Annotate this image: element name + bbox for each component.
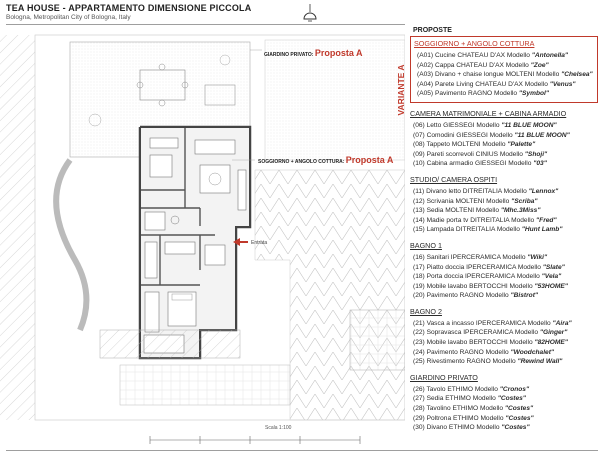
section-bagno-2 — [410, 307, 598, 367]
section-camera — [410, 109, 598, 169]
entrance-label: Entrata — [251, 240, 268, 246]
list-item: (11) Divano letto DITREITALIA Modello "Lennox" — [413, 187, 559, 195]
variant-label: VARIANTE A — [396, 64, 406, 116]
tag-giardino: GIARDINO PRIVATO: Proposta A — [264, 48, 363, 58]
variant-box — [410, 36, 598, 103]
tag-soggiorno-proposal: Proposta A — [345, 155, 394, 165]
page-title: TEA HOUSE - APPARTAMENTO DIMENSIONE PICCOLA — [6, 3, 252, 13]
list-item: (13) Sedia MOLTENI Modello "Mhc.3Miss" — [413, 207, 541, 215]
list-item: (27) Sedia ETHIMO Modello "Costes" — [413, 395, 526, 403]
list-item: (A03) Divano + chaise longue MOLTENI Modello "Chelsea" — [417, 71, 593, 79]
list-item: (23) Mobile lavabo BERTOCCHI Modello "82HOME" — [413, 339, 568, 347]
scale-label: Scala 1:100 — [265, 425, 292, 431]
proposals-title: PROPOSTE — [413, 27, 452, 34]
list-item: (A05) Pavimento RAGNO Modello "Symbol" — [417, 90, 549, 98]
list-item: (26) Tavolo ETHIMO Modello "Cronos" — [413, 385, 530, 393]
section-title: GIARDINO PRIVATO — [410, 372, 478, 382]
section-title: BAGNO 2 — [410, 306, 442, 316]
list-item: (18) Porta doccia IPERCERAMICA Modello "Vela" — [413, 273, 562, 281]
list-item: (30) Divano ETHIMO Modello "Costes" — [413, 424, 530, 432]
header-rule — [6, 24, 405, 25]
list-item: (10) Cabina armadio GIESSEGI Modello "03" — [413, 160, 547, 168]
list-item: (06) Letto GIESSEGI Modello "11 BLUE MOON" — [413, 121, 557, 129]
list-item: (17) Piatto doccia IPERCERAMICA Modello "Slate" — [413, 263, 565, 271]
list-item: (14) Madie porta tv DITREITALIA Modello "Fred" — [413, 216, 557, 224]
list-item: (24) Pavimento RAGNO Modello "Woodchalet" — [413, 348, 555, 356]
page-subtitle: Bologna, Metropolitan City of Bologna, Italy — [6, 14, 131, 21]
list-item: (08) Tappeto MOLTENI Modello "Palette" — [413, 141, 536, 149]
section-title: CAMERA MATRIMONIALE + CABINA ARMADIO — [410, 108, 567, 118]
section-studio — [410, 175, 598, 235]
list-item: (29) Poltrona ETHIMO Modello "Costes" — [413, 414, 534, 422]
list-item: (09) Pareti scorrevoli CINIUS Modello "Shoji" — [413, 150, 548, 158]
list-item: (20) Pavimento RAGNO Modello "Bistrot" — [413, 292, 539, 300]
list-item: (21) Vasca a incasso IPERCERAMICA Modello "Aira" — [413, 319, 572, 327]
list-item: (07) Comodini GIESSEGI Modello "11 BLUE MOON" — [413, 131, 570, 139]
list-item: (28) Tavolino ETHIMO Modello "Costes" — [413, 405, 534, 413]
section-title: SOGGIORNO + ANGOLO COTTURA — [414, 39, 535, 48]
section-title: BAGNO 1 — [410, 240, 442, 250]
scale-bar — [150, 436, 360, 444]
list-item: (12) Scrivania MOLTENI Modello "Scriba" — [413, 197, 538, 205]
section-title: STUDIO/ CAMERA OSPITI — [410, 174, 498, 184]
tag-giardino-proposal: Proposta A — [314, 48, 363, 58]
tag-soggiorno: SOGGIORNO + ANGOLO COTTURA: Proposta A — [258, 155, 394, 165]
list-item: (25) Rivestimento RAGNO Modello "Rewind Wall" — [413, 358, 563, 366]
list-item: (A01) Cucine CHATEAU D'AX Modello "Antonella" — [417, 52, 569, 59]
section-giardino — [410, 373, 598, 433]
section-bagno-1 — [410, 241, 598, 301]
list-item: (A04) Parete Living CHATEAU D'AX Modello "Venus" — [417, 80, 576, 88]
floor-plan — [0, 30, 405, 460]
list-item: (16) Sanitari IPERCERAMICA Modello "Wiki" — [413, 253, 548, 261]
pendant-lamp-icon — [303, 4, 317, 26]
list-item: (19) Mobile lavabo BERTOCCHI Modello "53HOME" — [413, 282, 568, 290]
list-item: (22) Sopravasca IPERCERAMICA Modello "Ginger" — [413, 329, 568, 337]
list-item: (A02) Cappa CHATEAU D'AX Modello "Zoe" — [417, 61, 549, 69]
proposals-panel — [396, 27, 598, 433]
list-item: (15) Lampada DITREITALIA Modello "Hunt Lamb" — [413, 226, 563, 234]
